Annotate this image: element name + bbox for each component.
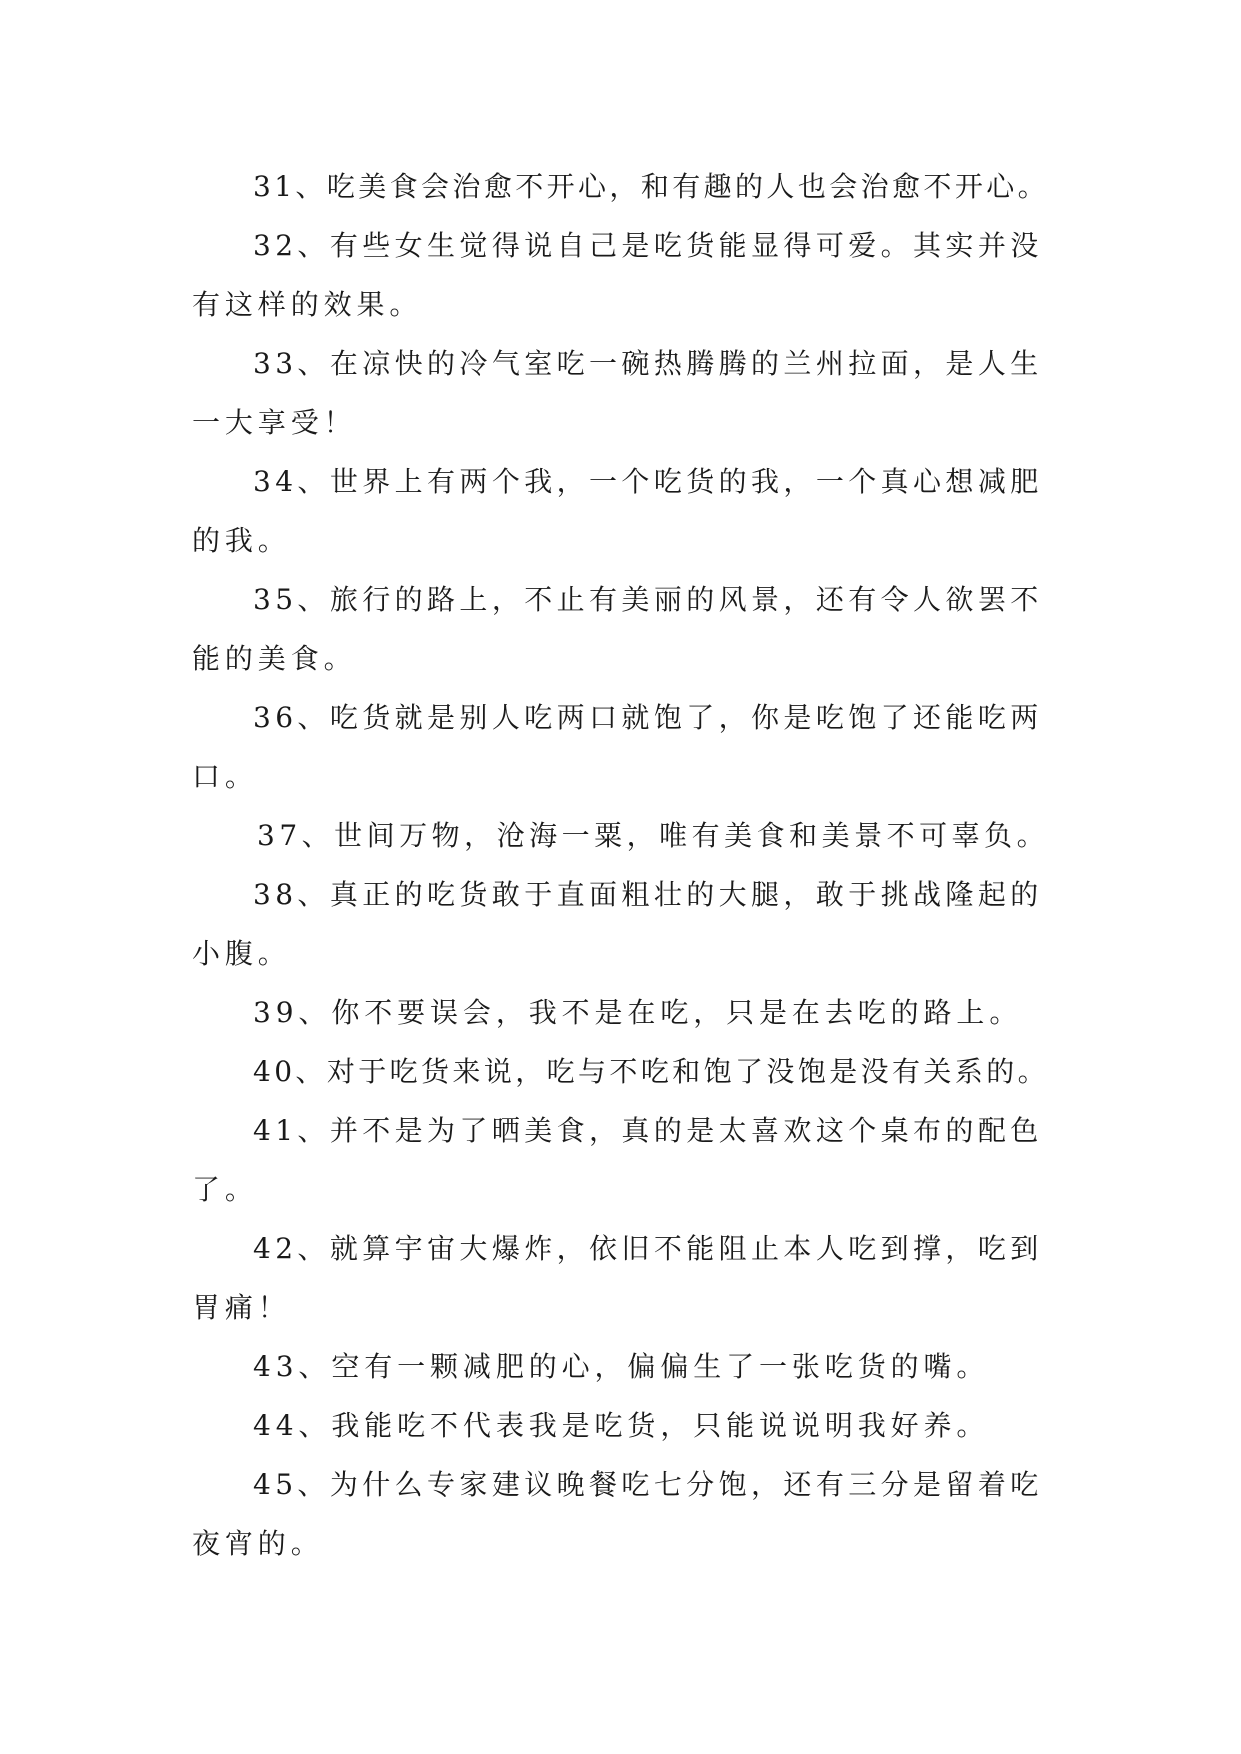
quote-37: 37、世间万物，沧海一粟，唯有美食和美景不可辜负。 — [257, 819, 1050, 852]
quote-34-continued: 的我。 — [192, 524, 291, 557]
quote-38: 38、真正的吃货敢于直面粗壮的大腿，敢于挑战隆起的 — [253, 878, 1043, 911]
quote-35-continued: 能的美食。 — [192, 642, 357, 675]
quote-42-continued: 胃痛！ — [192, 1291, 291, 1324]
quote-42: 42、就算宇宙大爆炸，依旧不能阻止本人吃到撑，吃到 — [253, 1232, 1043, 1265]
quote-31: 31、吃美食会治愈不开心，和有趣的人也会治愈不开心。 — [253, 170, 1050, 203]
quote-35: 35、旅行的路上，不止有美丽的风景，还有令人欲罢不 — [253, 583, 1043, 616]
quote-44: 44、我能吃不代表我是吃货，只能说说明我好养。 — [253, 1409, 990, 1442]
quote-32-continued: 有这样的效果。 — [192, 288, 423, 321]
quote-39: 39、你不要误会，我不是在吃，只是在去吃的路上。 — [253, 996, 1023, 1029]
quote-45-continued: 夜宵的。 — [192, 1527, 324, 1560]
quote-43: 43、空有一颗减肥的心，偏偏生了一张吃货的嘴。 — [253, 1350, 990, 1383]
quote-41: 41、并不是为了晒美食，真的是太喜欢这个桌布的配色 — [253, 1114, 1043, 1147]
quote-34: 34、世界上有两个我，一个吃货的我，一个真心想减肥 — [253, 465, 1043, 498]
quote-41-continued: 了。 — [192, 1173, 258, 1206]
quote-33-continued: 一大享受！ — [192, 406, 357, 439]
quote-33: 33、在凉快的冷气室吃一碗热腾腾的兰州拉面，是人生 — [253, 347, 1043, 380]
quote-36: 36、吃货就是别人吃两口就饱了，你是吃饱了还能吃两 — [253, 701, 1043, 734]
quote-38-continued: 小腹。 — [192, 937, 291, 970]
quote-32: 32、有些女生觉得说自己是吃货能显得可爱。其实并没 — [253, 229, 1043, 262]
quote-45: 45、为什么专家建议晚餐吃七分饱，还有三分是留着吃 — [253, 1468, 1043, 1501]
quote-list — [192, 157, 1052, 1573]
quote-36-continued: 口。 — [192, 760, 258, 793]
quote-40: 40、对于吃货来说，吃与不吃和饱了没饱是没有关系的。 — [253, 1055, 1050, 1088]
